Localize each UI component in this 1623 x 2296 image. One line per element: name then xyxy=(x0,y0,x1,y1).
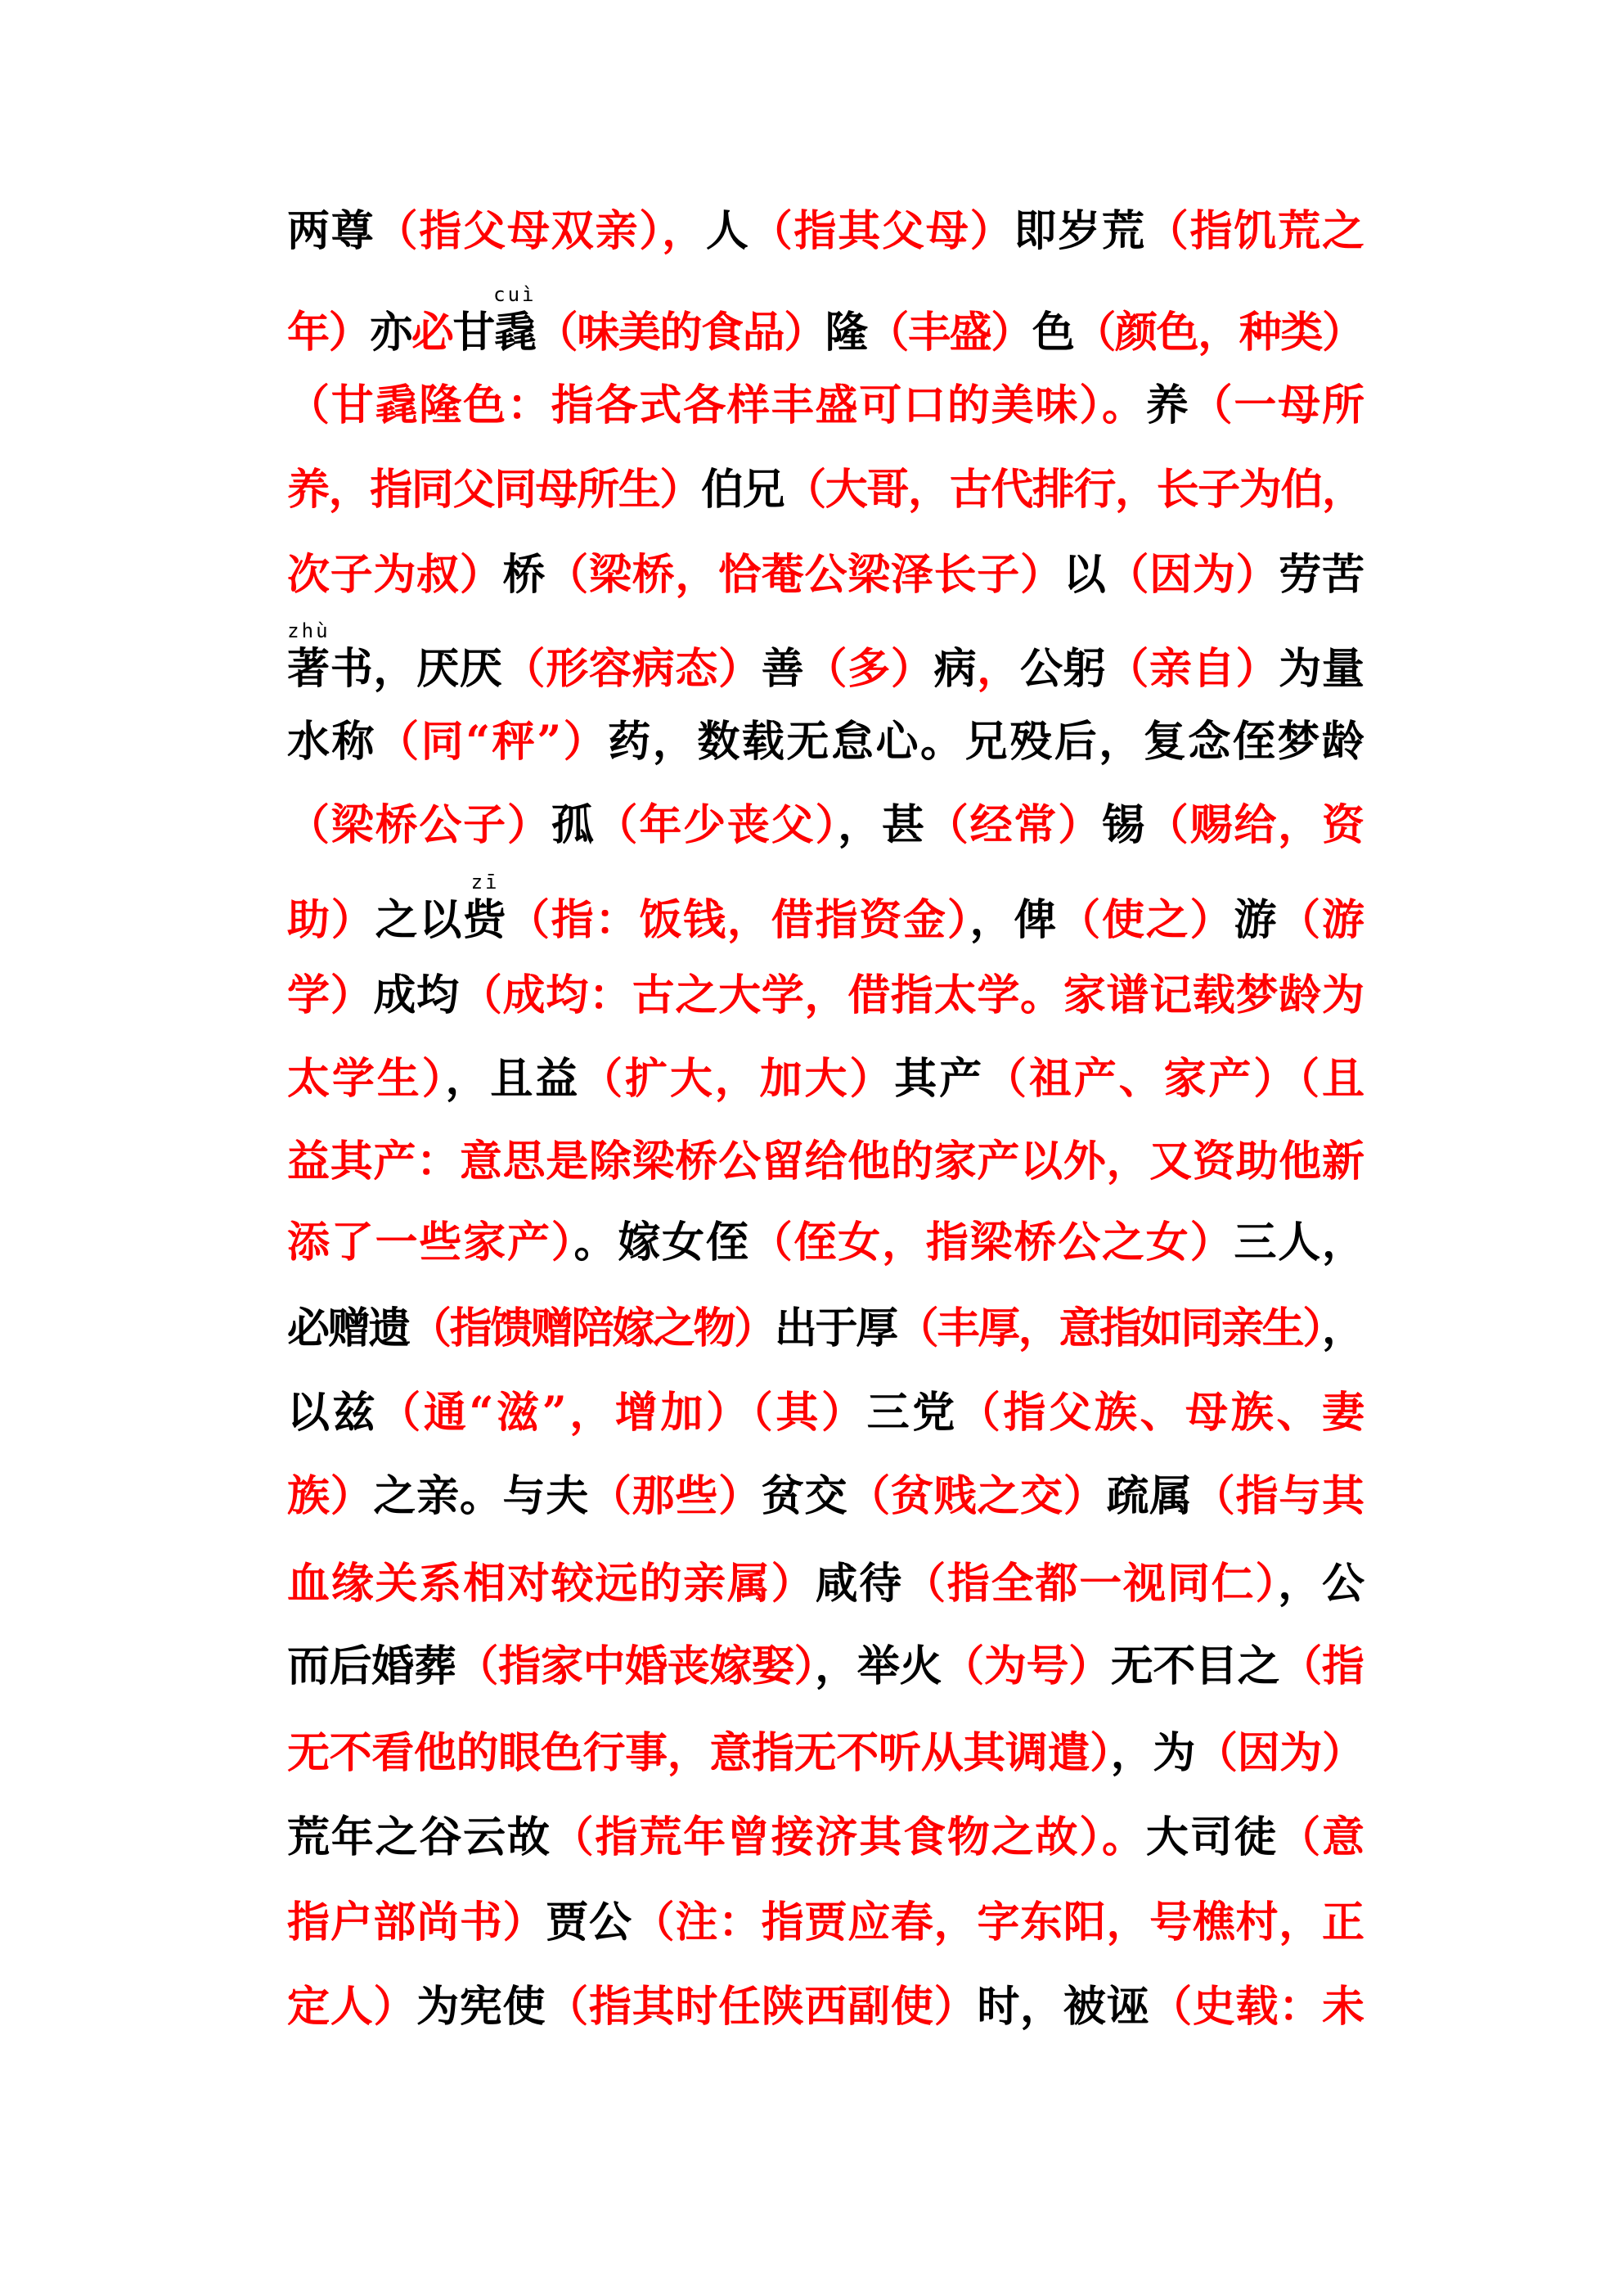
annotation-text: （亲自） xyxy=(1106,644,1279,694)
text-line xyxy=(287,206,1366,256)
main-text: 水称 xyxy=(287,717,377,767)
annotation-text: （史载：未 xyxy=(1149,1982,1365,2032)
main-text: 甘 xyxy=(452,308,495,358)
annotation-text: （形容病态） xyxy=(502,644,762,694)
main-text: ，甚 xyxy=(838,800,926,850)
line-content xyxy=(287,619,1365,694)
annotation-text: （一母所 xyxy=(1189,380,1366,430)
annotation-text: （丰盛） xyxy=(866,308,1032,358)
main-text: ，为 xyxy=(1110,1728,1196,1778)
main-text: ，公 xyxy=(1278,1559,1366,1609)
line-content xyxy=(287,1982,1365,2032)
annotation-text: （味美的食品） xyxy=(535,308,825,358)
line-content xyxy=(287,970,1365,1020)
line-content xyxy=(287,717,1367,767)
text-line xyxy=(287,1812,1366,1862)
annotated-character xyxy=(493,283,537,358)
annotation-text: （甘毳隆色：指各式各样丰盛可口的美味）。 xyxy=(287,380,1146,430)
annotation-text: ， xyxy=(977,644,1020,694)
main-text: 锡 xyxy=(1102,800,1146,850)
main-text: 公躬 xyxy=(1019,644,1107,694)
main-text: 咸待 xyxy=(815,1559,904,1609)
main-text: 。嫁女侄 xyxy=(573,1218,750,1267)
annotation-text: （梁桥，恰菴公梁泽长子） xyxy=(546,550,1063,600)
line-content xyxy=(287,1137,1365,1186)
main-text: 以 xyxy=(1063,550,1107,600)
main-text: 以兹 xyxy=(287,1388,379,1438)
pinyin: cuì xyxy=(493,283,537,306)
main-text: 时，被诬 xyxy=(977,1982,1150,2032)
annotation-text: 养，指同父同母所生） xyxy=(287,465,701,515)
main-text: 为量 xyxy=(1279,644,1365,694)
annotation-text: （扩大，加大） xyxy=(580,1054,895,1104)
annotation-text: （游 xyxy=(1278,895,1366,945)
line-content xyxy=(287,800,1366,850)
text-line xyxy=(287,283,1364,358)
main-text: 善 xyxy=(761,644,805,694)
annotation-text: （指父母双亲）， xyxy=(375,206,706,256)
line-content xyxy=(287,550,1365,600)
annotation-text: （那些） xyxy=(588,1471,762,1521)
annotation-text: 血缘关系相对较远的亲属） xyxy=(287,1559,816,1609)
main-text: 劳苦 xyxy=(1279,550,1365,600)
text-line xyxy=(287,871,1366,945)
main-text: 三党 xyxy=(866,1388,958,1438)
main-text: 大司徒 xyxy=(1145,1812,1279,1862)
main-text: 游 xyxy=(1234,895,1279,945)
annotation-text: 族） xyxy=(287,1471,374,1521)
annotation-text: （颜色，种类） xyxy=(1073,308,1364,358)
annotation-text: 必 xyxy=(411,308,453,358)
main-text: 贾公 xyxy=(546,1898,632,1947)
line-content xyxy=(287,465,1364,515)
main-text: 孤 xyxy=(551,800,596,850)
annotated-character xyxy=(287,619,330,694)
main-text: 养 xyxy=(1145,380,1190,430)
annotation-text: （指父族、母族、妻 xyxy=(957,1388,1368,1438)
main-text: 赀 xyxy=(463,895,507,945)
annotation-text: （贫贱之交） xyxy=(847,1471,1107,1521)
annotation-text: （年少丧父） xyxy=(595,800,838,850)
line-content xyxy=(287,871,1366,945)
line-content xyxy=(287,1303,1363,1353)
annotation-text: （通“滋”，增加）（其） xyxy=(378,1388,867,1438)
annotation-text: （注：指贾应春，字东阳，号樵村，正 xyxy=(632,1898,1365,1947)
annotation-text: 定人） xyxy=(287,1982,417,2032)
main-text: ，俾 xyxy=(969,895,1059,945)
text-line xyxy=(287,717,1367,767)
line-content xyxy=(287,283,1364,358)
line-content xyxy=(287,1641,1364,1691)
text-line xyxy=(287,1641,1364,1691)
annotation-text: （指与其 xyxy=(1192,1471,1365,1521)
text-line xyxy=(287,970,1365,1020)
annotation-text: （赐给，资 xyxy=(1145,800,1366,850)
main-text: 药，数载无怠心。兄殁后，复念侄梦龄 xyxy=(608,717,1367,767)
text-line xyxy=(287,1054,1367,1104)
main-text: 必赠遗 xyxy=(287,1303,409,1353)
annotation-text: （指 xyxy=(1279,1641,1364,1691)
annotation-text: （梁桥公子） xyxy=(287,800,551,850)
main-text: 之以 xyxy=(375,895,464,945)
annotation-text: （经常） xyxy=(925,800,1102,850)
main-text: ，且益 xyxy=(445,1054,581,1104)
main-text: 成均 xyxy=(373,970,460,1020)
annotation-text: 年） xyxy=(287,308,371,358)
annotation-text: 学） xyxy=(287,970,374,1020)
main-text: 其产 xyxy=(894,1054,984,1104)
annotation-text: （指饥荒之 xyxy=(1145,206,1366,256)
line-content xyxy=(287,1388,1368,1438)
line-content xyxy=(287,380,1366,430)
text-line xyxy=(287,1303,1364,1353)
annotation-text: （指全都一视同仁） xyxy=(903,1559,1279,1609)
main-text: 贫交 xyxy=(761,1471,848,1521)
annotation-text: （同“秤”） xyxy=(376,717,609,767)
text-line xyxy=(287,1137,1365,1186)
annotation-text: （大哥，古代排行，长子为伯， xyxy=(784,465,1364,515)
line-content xyxy=(287,206,1366,256)
main-text: 为宪使 xyxy=(416,1982,546,2032)
main-text: 人 xyxy=(705,206,750,256)
annotation-text: 指户部尚书） xyxy=(287,1898,546,1947)
main-text: 毳 xyxy=(494,308,536,358)
text-line xyxy=(287,1898,1365,1947)
annotation-text: （指其时任陕西副使） xyxy=(546,1982,978,2032)
main-text: 伯兄 xyxy=(700,465,785,515)
line-content xyxy=(287,1812,1366,1862)
line-content xyxy=(287,1471,1365,1521)
annotation-text: （因为） xyxy=(1106,550,1279,600)
annotation-text: （祖产、家产）（且 xyxy=(983,1054,1367,1104)
annotation-text: （指：饭钱，借指资金） xyxy=(506,895,970,945)
line-content xyxy=(287,1898,1365,1947)
pinyin: zhù xyxy=(287,619,330,642)
main-text: 而后婚葬 xyxy=(287,1641,456,1691)
text-line xyxy=(287,800,1366,850)
main-text: 两尊 xyxy=(287,206,375,256)
main-text: 书，厌厌 xyxy=(330,644,503,694)
annotation-text: （使之） xyxy=(1058,895,1234,945)
main-text: 亦 xyxy=(370,308,411,358)
pinyin: zī xyxy=(470,871,500,894)
main-text: 桥 xyxy=(502,550,546,600)
annotation-text: （指馈赠陪嫁之物） xyxy=(408,1303,775,1353)
line-content xyxy=(287,1054,1367,1104)
annotation-text: （因为） xyxy=(1195,1728,1364,1778)
main-text: 色 xyxy=(1032,308,1074,358)
main-text: 无不目之 xyxy=(1110,1641,1280,1691)
main-text: ， xyxy=(1321,1303,1363,1353)
line-content xyxy=(287,1559,1366,1609)
annotation-text: 无不看他的眼色行事，意指无不听从其调遣） xyxy=(287,1728,1111,1778)
main-text: 即岁荒 xyxy=(1014,206,1146,256)
text-line xyxy=(287,550,1365,600)
main-text: 之亲。与夫 xyxy=(373,1471,589,1521)
main-text: 荒年之谷云故 xyxy=(287,1812,551,1862)
line-content xyxy=(287,1218,1366,1267)
annotation-text: 次子为叔） xyxy=(287,550,503,600)
annotation-text: 太学生） xyxy=(287,1054,446,1104)
annotation-text: 益其产：意思是除梁桥公留给他的家产以外，又资助他新 xyxy=(287,1137,1365,1186)
main-text: 三人， xyxy=(1234,1218,1366,1267)
annotation-text: 添了一些家产） xyxy=(287,1218,574,1267)
annotation-text: （指其父母） xyxy=(749,206,1014,256)
text-line xyxy=(287,1471,1365,1521)
annotated-character xyxy=(463,871,507,945)
text-line xyxy=(287,1559,1366,1609)
main-text: 疏属 xyxy=(1106,1471,1193,1521)
annotation-text: （意 xyxy=(1278,1812,1366,1862)
annotation-text: （指家中婚丧嫁娶） xyxy=(456,1641,816,1691)
text-line xyxy=(287,465,1364,515)
annotation-text: 助） xyxy=(287,895,375,945)
text-line xyxy=(287,1982,1365,2032)
text-line xyxy=(287,1728,1364,1778)
annotation-text: （为号） xyxy=(942,1641,1111,1691)
text-line xyxy=(287,380,1366,430)
main-text: 隆 xyxy=(825,308,867,358)
line-content xyxy=(287,1728,1364,1778)
main-text: 著 xyxy=(287,644,330,694)
annotation-text: （成均：古之大学，借指太学。家谱记载梦龄为 xyxy=(459,970,1365,1020)
annotation-text: （丰厚，意指如同亲生） xyxy=(896,1303,1322,1353)
annotation-text: （指荒年曾接济其食物之故）。 xyxy=(551,1812,1146,1862)
annotation-text: （侄女，指梁桥公之女） xyxy=(749,1218,1234,1267)
main-text: 病 xyxy=(933,644,978,694)
text-line xyxy=(287,619,1365,694)
annotation-text: （多） xyxy=(804,644,934,694)
text-line xyxy=(287,1388,1368,1438)
main-text: 出于厚 xyxy=(774,1303,897,1353)
main-text: ，举火 xyxy=(815,1641,942,1691)
text-line xyxy=(287,1218,1366,1267)
